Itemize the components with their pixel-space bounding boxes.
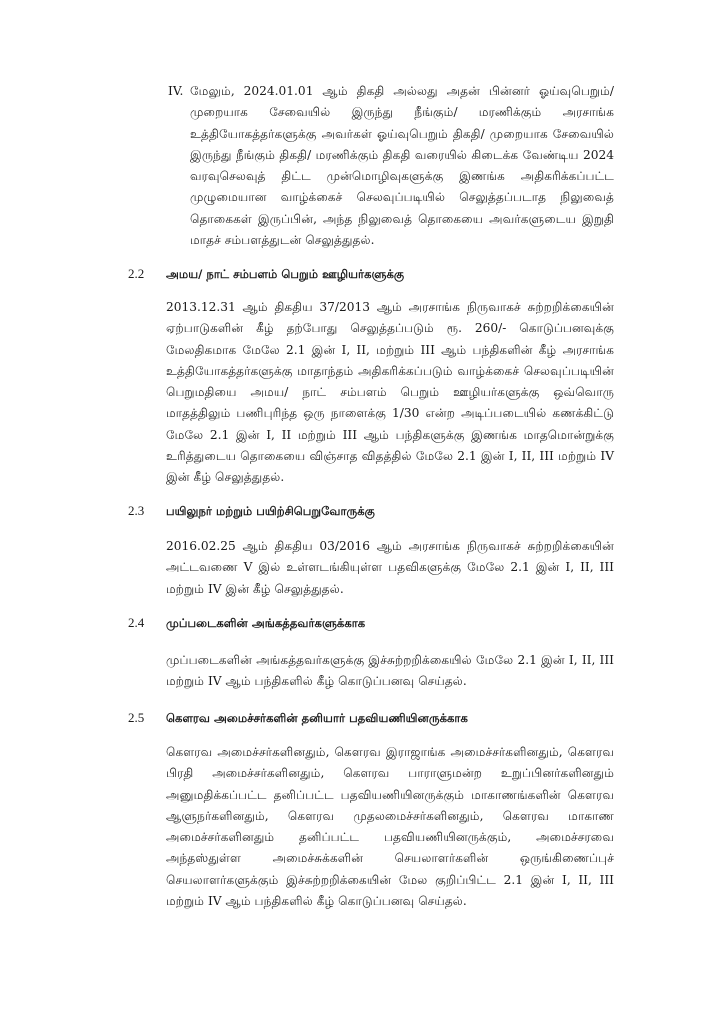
section-2-5-body: கௌரவ அமைச்சர்களினதும், கௌரவ இராஜாங்க அமைச்சர்களினதும், கௌரவ பிரதி அமைச்சர்களினதும், கௌரவ பாராளுமன்ற உறுப்பினர்களினதும் அனுமதிக்கப்பட்ட தனிப்பட்ட பதவியணியினருக்கும் மாகாணங்களின் கௌரவ ஆளுநர்களினதும், கௌரவ முதலமைச்சர்களினதும், கௌரவ மாகாண அமைச்சர்களினதும் தனிப்பட்ட பதவியணியினருக்கும், அமைச்சரவை அந்தஸ்துள்ள அமைச்சுக்களின் செயலாளர்களின் ஒருங்கிணைப்புச் செயலாளர்களுக்கும் இச்சுற்றறிக்கையின் மேல குறிப்பிட்ட 2.1 இன் I, II, III மற்றும் IV ஆம் பந்திகளில் கீழ் கொடுப்பனவு செய்தல். (166, 745, 614, 909)
section-title: கௌரவ அமைச்சர்களின் தனியார் பதவியணியினருக்காக (166, 711, 468, 725)
section-2-3-body: 2016.02.25 ஆம் திகதிய 03/2016 ஆம் அரசாங்க நிருவாகச் சுற்றறிக்கையின் அட்டவணை V இல் உள்ளடங்கியுள்ள பதவிகளுக்கு மேலே 2.1 இன் I, II, III மற்றும் IV இன் கீழ் செலுத்துதல். (166, 539, 614, 596)
section-2-3-heading (128, 503, 375, 520)
section-2-5-heading (128, 710, 468, 727)
section-2-4-heading (128, 615, 365, 632)
section-number: 2.3 (128, 503, 145, 518)
paragraph-iv-number: IV. (168, 84, 184, 98)
section-title: அமய/ நாட் சம்பளம் பெறும் ஊழியர்களுக்கு (166, 267, 405, 281)
section-title: முப்படைகளின் அங்கத்தவர்களுக்காக (166, 616, 366, 630)
section-2-2-heading (128, 266, 404, 283)
section-title: பயிலுநர் மற்றும் பயிற்சிபெறுவோருக்கு (166, 504, 375, 518)
paragraph-iv (168, 81, 614, 251)
section-number: 2.5 (128, 710, 145, 725)
section-2-4-body: முப்படைகளின் அங்கத்தவர்களுக்கு இச்சுற்றறிக்கையில் மேலே 2.1 இன் I, II, III மற்றும் IV ஆம் பந்திகளில் கீழ் கொடுப்பனவு செய்தல். (166, 653, 614, 689)
paragraph-iv-text: மேலும், 2024.01.01 ஆம் திகதி அல்லது அதன் பின்னர் ஓய்வுபெறும்/ முறையாக சேவையில் இருந்து நீங்கும்/ மரணிக்கும் அரசாங்க உத்தியோகத்தர்களுக்கு அவர்கள் ஓய்வுபெறும் திகதி/ முறையாக சேவையில் இருந்து நீங்கும் திகதி/ மரணிக்கும் திகதி வரையில் கிடைக்க வேண்டிய 2024 வரவுசெலவுத் திட்ட முன்மொழிவுகளுக்கு இணங்க அதிகரிக்கப்பட்ட முழுமையான வாழ்க்கைச் செலவுப்படியில் செலுத்தப்படாத நிலுவைத் தொகைகள் இருப்பின், அந்த நிலுவைத் தொகையை அவர்களுடைய இறுதி மாதச் சம்பளத்துடன் செலுத்துதல். (190, 84, 614, 248)
section-number: 2.2 (128, 266, 145, 281)
section-2-2-body: 2013.12.31 ஆம் திகதிய 37/2013 ஆம் அரசாங்க நிருவாகச் சுற்றறிக்கையின் ஏற்பாடுகளின் கீழ் தற்போது செலுத்தப்படும் ரூ. 260/- கொடுப்பனவுக்கு மேலதிகமாக மேலே 2.1 இன் I, II, மற்றும் III ஆம் பந்திகளின் கீழ் அரசாங்க உத்தியோகத்தர்களுக்கு மாதாந்தம் அதிகரிக்கப்படும் வாழ்க்கைச் செலவுப்படியின் பெறுமதியை அமய/ நாட் சம்பளம் பெறும் ஊழியர்களுக்கு ஒவ்வொரு மாதத்திலும் பணிபுரிந்த ஒரு நாளைக்கு 1/30 என்ற அடிப்படையில் கணக்கிட்டு மேலே 2.1 இன் I, II மற்றும் III ஆம் பந்திகளுக்கு இணங்க மாதமொன்றுக்கு உரித்துடைய தொகையை விஞ்சாத விதத்தில் மேலே 2.1 இன் I, II, III மற்றும் IV இன் கீழ் செலுத்துதல். (166, 300, 614, 485)
section-number: 2.4 (128, 615, 145, 630)
